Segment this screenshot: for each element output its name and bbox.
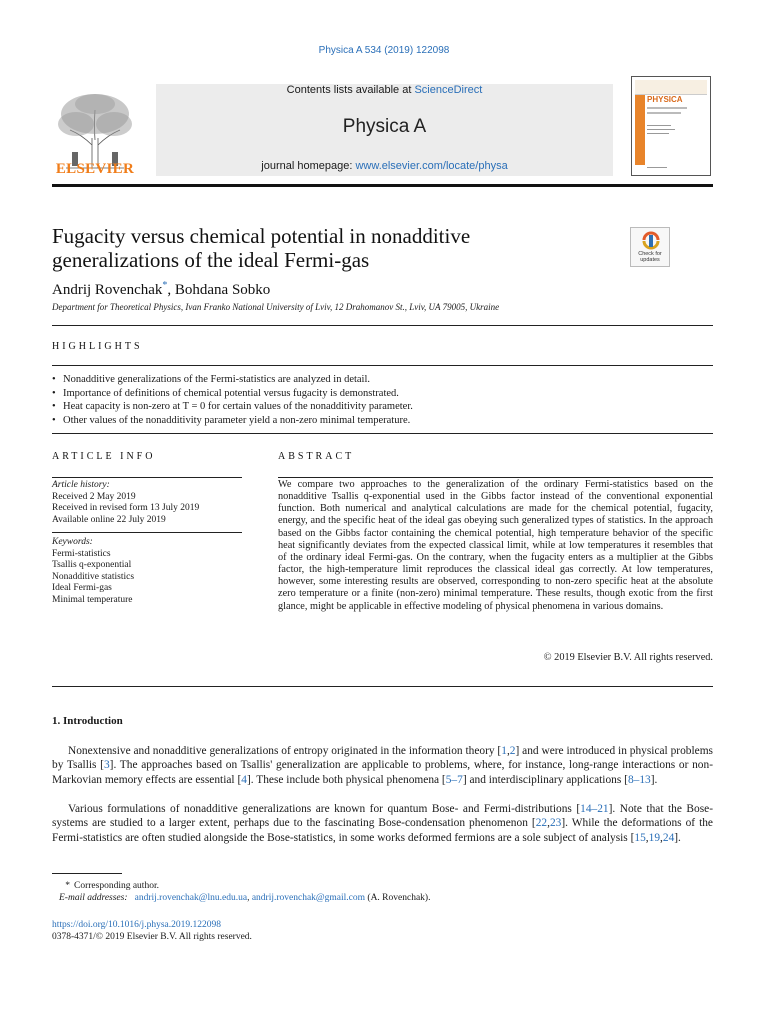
contents-prefix: Contents lists available at xyxy=(286,84,415,96)
cover-line xyxy=(647,133,669,134)
email-label: E-mail addresses: xyxy=(59,893,128,903)
reference-link[interactable]: 24 xyxy=(662,831,675,844)
check-updates-icon xyxy=(642,231,660,251)
paper-title-line: generalizations of the ideal Fermi-gas xyxy=(52,248,370,272)
keyword: Nonadditive statistics xyxy=(52,571,135,582)
highlight-item: • Other values of the nonadditivity parameter yield a non-zero minimal temperature. xyxy=(52,414,713,428)
author-separator: , xyxy=(167,282,175,298)
paragraph-text: ] and interdisciplinary applications [ xyxy=(462,773,628,786)
divider xyxy=(52,686,713,687)
history-label: Article history: xyxy=(52,480,110,490)
paragraph-text: ]. These include both physical phenomena [ xyxy=(246,773,446,786)
check-updates-label-line: updates xyxy=(640,257,660,263)
cover-top-band xyxy=(635,80,707,95)
paragraph-text: , xyxy=(645,831,649,844)
article-info xyxy=(52,480,242,606)
journal-homepage-link[interactable]: www.elsevier.com/locate/physa xyxy=(355,160,508,172)
sciencedirect-link[interactable]: ScienceDirect xyxy=(414,84,483,96)
check-updates-label-line: Check for xyxy=(638,251,662,257)
email-link[interactable]: andrij.rovenchak@lnu.edu.ua xyxy=(134,893,248,903)
corresponding-note xyxy=(52,880,713,892)
reference-link[interactable]: 4 xyxy=(241,773,247,786)
highlight-item: • Heat capacity is non-zero at T = 0 for certain values of the nonadditivity parameter. xyxy=(52,400,713,414)
footnote-rule xyxy=(52,873,122,874)
paragraph-text: , xyxy=(547,817,550,830)
email-note xyxy=(52,892,713,904)
cover-line xyxy=(647,125,671,126)
author-name: Bohdana Sobko xyxy=(174,282,271,298)
issn-line: 0378-4371/© 2019 Elsevier B.V. All rights reserved. xyxy=(52,932,252,942)
cover-title: PHYSICA xyxy=(647,95,683,104)
homepage-line xyxy=(156,160,613,172)
divider xyxy=(52,325,713,326)
contents-line xyxy=(156,84,613,96)
doi-block xyxy=(52,919,252,943)
paragraph-text: ]. The approaches based on Tsallis' generalization are applicable to problems, where, for instance, long-range interactions or non-Markovian memory effects are essential [ xyxy=(52,759,713,786)
keyword: Fermi-statistics xyxy=(52,548,111,559)
cover-line xyxy=(647,112,681,114)
highlights-list xyxy=(52,373,713,427)
paper-title xyxy=(52,224,572,272)
check-updates-label xyxy=(631,251,669,263)
section-heading: 1. Introduction xyxy=(52,715,123,727)
paragraph-text: ] and were introduced in physical problems by Tsallis [ xyxy=(52,745,713,772)
author-list xyxy=(52,280,270,299)
paragraph-text: , xyxy=(660,831,663,844)
email-separator: , xyxy=(247,893,252,903)
cover-line xyxy=(647,167,667,168)
keyword: Minimal temperature xyxy=(52,594,133,605)
reference-link[interactable]: 19 xyxy=(648,831,661,844)
reference-link[interactable]: 3 xyxy=(103,759,110,772)
paper-title-line: Fugacity versus chemical potential in nonadditive xyxy=(52,224,471,248)
affiliation: Department for Theoretical Physics, Ivan Franko National University of Lviv, 12 Drahomanov St., Lviv, UA 79005, Ukraine xyxy=(52,302,500,312)
highlight-item xyxy=(52,387,713,401)
abstract-heading: ABSTRACT xyxy=(278,451,355,462)
online-date: Available online 22 July 2019 xyxy=(52,514,166,525)
corresponding-text: Corresponding author. xyxy=(74,881,159,891)
elsevier-wordmark[interactable]: ELSEVIER xyxy=(55,161,135,177)
highlight-text: Importance of definitions of chemical potential versus fugacity is demonstrated. xyxy=(63,387,399,399)
divider xyxy=(52,477,242,478)
homepage-prefix: journal homepage: xyxy=(261,160,356,172)
journal-cover-thumbnail[interactable] xyxy=(631,76,711,176)
journal-citation[interactable]: Physica A 534 (2019) 122098 xyxy=(318,45,450,56)
keywords-label: Keywords: xyxy=(52,537,93,547)
header-rule xyxy=(52,184,713,187)
keyword: Tsallis q-exponential xyxy=(52,560,132,570)
reference-link[interactable]: 5–7 xyxy=(445,773,463,786)
check-for-updates-button[interactable] xyxy=(630,227,670,267)
highlights-heading: HIGHLIGHTS xyxy=(52,341,143,352)
paragraph-text: , xyxy=(506,745,510,757)
cover-line xyxy=(647,129,675,130)
divider xyxy=(52,532,242,533)
reference-link[interactable]: 15 xyxy=(634,831,646,844)
highlight-item: • Nonadditive generalizations of the Fermi-statistics are analyzed in detail. xyxy=(52,373,713,387)
revised-date: Received in revised form 13 July 2019 xyxy=(52,503,200,513)
email-link[interactable]: andrij.rovenchak@gmail.com xyxy=(251,893,366,903)
reference-link[interactable]: 1 xyxy=(501,745,507,757)
email-suffix: (A. Rovenchak). xyxy=(365,893,431,903)
paragraph-text: ]. While the deformations of the Fermi-statistics are often studied alongside the Bose-statistics, in some works deformed fermions are a sole subject of analysis [ xyxy=(52,817,713,844)
article-info-heading: ARTICLE INFO xyxy=(52,451,156,462)
footnote-mark: * xyxy=(65,881,70,891)
divider xyxy=(52,365,713,366)
abstract-text: We compare two approaches to the generalization of the ordinary Fermi-statistics based on the nonadditive Tsallis q-exponential used in the Gibbs factor instead of the conventional exponential function. Both numerical and analytical calculations are made for the chemical potential, fugacity, energy, and the specific heat of the ideal gas obeying such generalized types of statistics. In the approach based on the Gibbs factor containing the chemical potential, high temperature behavior of the specific heat significantly deviates from the expected classical limit, while at low temperatures it resembles that of the ordinary ideal Fermi-gas. On the contrary, when the fugacity enters as a multiplier at the Gibbs factor, the high-temperature limit reproduces the classical ideal gas correctly. At low temperatures, however, some interesting results are observed, corresponding to non-zero specific heat at the absolute zero temperature or a finite (non-zero) minimal temperature. These results, though exotic from the first glance, might be applicable in effective modeling of physical phenomena in various domains. xyxy=(278,479,713,612)
paragraph-text: ]. xyxy=(650,773,658,786)
journal-name: Physica A xyxy=(342,116,427,137)
paragraph-text: ]. xyxy=(674,831,681,844)
author-name: Andrij Rovenchak xyxy=(52,282,163,298)
body-paragraph xyxy=(52,744,713,787)
footnote xyxy=(52,880,713,904)
doi-link[interactable]: https://doi.org/10.1016/j.physa.2019.122098 xyxy=(52,920,221,930)
cover-line xyxy=(647,107,687,109)
corresponding-author-mark[interactable]: * xyxy=(162,280,168,291)
paragraph-text: Various formulations of nonadditive generalizations are known for quantum Bose- and Fermi-distributions [ xyxy=(68,803,581,815)
paragraph-text: Nonextensive and nonadditive generalizations of entropy originated in the information theory [ xyxy=(68,745,502,757)
reference-link[interactable]: 14–21 xyxy=(580,803,609,815)
reference-link[interactable]: 8–13 xyxy=(627,773,651,786)
divider xyxy=(52,433,713,434)
abstract-copyright: © 2019 Elsevier B.V. All rights reserved. xyxy=(543,652,713,663)
paragraph-text: ]. Note that the Bose-systems are studied to a larger extent, perhaps due to the fascinating Bose-condensation phenomenon [ xyxy=(52,803,713,830)
reference-link[interactable]: 2 xyxy=(509,745,516,757)
reference-link[interactable]: 22 xyxy=(535,817,548,830)
keyword: Ideal Fermi-gas xyxy=(52,583,112,593)
reference-link[interactable]: 23 xyxy=(549,817,562,830)
body-paragraph xyxy=(52,802,713,845)
divider xyxy=(278,477,713,478)
received-date: Received 2 May 2019 xyxy=(52,491,136,502)
cover-orange-bar xyxy=(635,95,645,165)
